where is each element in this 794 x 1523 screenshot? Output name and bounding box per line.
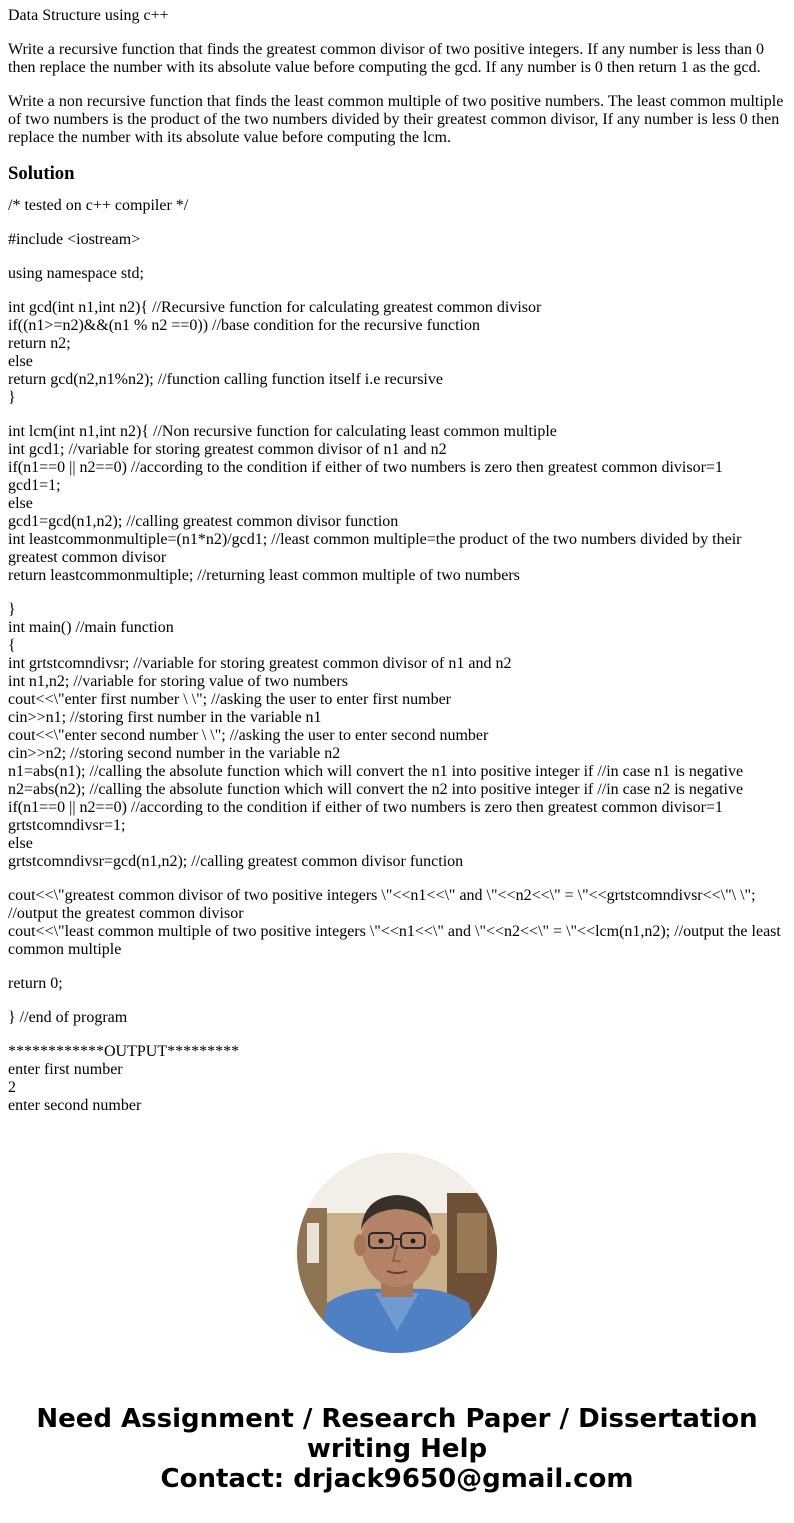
code-paragraph: [8, 299, 788, 407]
code-line: enter second number: [8, 1097, 142, 1114]
code-line: #include <iostream>: [8, 231, 141, 248]
code-line: cin>>n1; //storing first number in the variable n1: [8, 709, 322, 726]
code-line: grtstcomndivsr=1;: [8, 817, 126, 834]
page-title: Data Structure using c++: [8, 7, 169, 24]
solution-heading: Solution: [8, 163, 75, 184]
code-line: n2=abs(n2); //calling the absolute function which will convert the n2 into positive integer if //in case n2 is negative: [8, 781, 744, 798]
code-line: if((n1>=n2)&&(n1 % n2 ==0)) //base condition for the recursive function: [8, 317, 480, 334]
code-line: int gcd(int n1,int n2){ //Recursive function for calculating greatest common divisor: [8, 299, 542, 316]
code-line: cin>>n2; //storing second number in the variable n2: [8, 745, 341, 762]
code-paragraph: [8, 1043, 788, 1115]
code-line: return gcd(n2,n1%n2); //function calling function itself i.e recursive: [8, 371, 443, 388]
code-line: gcd1=gcd(n1,n2); //calling greatest common divisor function: [8, 513, 399, 530]
code-paragraph: [8, 887, 788, 959]
code-line: cout<<\"enter second number \ \"; //asking the user to enter second number: [8, 727, 489, 744]
code-line: } //end of program: [8, 1009, 128, 1026]
code-line: else: [8, 353, 33, 370]
code-line: 2: [8, 1079, 16, 1096]
code-line: int n1,n2; //variable for storing value of two numbers: [8, 673, 348, 690]
code-line: int grtstcomndivsr; //variable for storing greatest common divisor of n1 and n2: [8, 655, 512, 672]
solution-code: [8, 197, 788, 1123]
code-line: int main() //main function: [8, 619, 174, 636]
code-line: ************OUTPUT*********: [8, 1043, 240, 1060]
question-paragraph-1: Write a recursive function that finds the greatest common divisor of two positive integers. If any number is less than 0 then replace the number with its absolute value before computing the gcd. If any number is 0 then return 1 as the gcd.: [8, 41, 765, 76]
code-line: int gcd1; //variable for storing greatest common divisor of n1 and n2: [8, 441, 447, 458]
promo-line-1: Need Assignment / Research Paper / Dissertation: [36, 1404, 758, 1434]
promo-contact: Contact: drjack9650@gmail.com: [160, 1464, 634, 1494]
code-line: grtstcomndivsr=gcd(n1,n2); //calling greatest common divisor function: [8, 853, 464, 870]
code-paragraph: [8, 265, 788, 283]
code-line: int lcm(int n1,int n2){ //Non recursive function for calculating least common multiple: [8, 423, 557, 440]
code-paragraph: [8, 975, 788, 993]
promo-banner: [0, 1404, 794, 1494]
code-line: int leastcommonmultiple=(n1*n2)/gcd1; //least common multiple=the product of the two numbers divided by their greatest common divisor: [8, 531, 742, 566]
question-paragraph-2: Write a non recursive function that finds the least common multiple of two positive numbers. The least common multiple of two numbers is the product of the two numbers divided by their greatest common divisor, If any number is less 0 then replace the number with its absolute value before computing the lcm.: [8, 93, 784, 146]
code-line: }: [8, 389, 16, 406]
code-paragraph: [8, 423, 788, 585]
code-line: n1=abs(n1); //calling the absolute function which will convert the n1 into positive integer if //in case n1 is negative: [8, 763, 744, 780]
code-line: gcd1=1;: [8, 477, 61, 494]
question-section: [8, 0, 786, 185]
code-line: /* tested on c++ compiler */: [8, 197, 189, 214]
code-line: {: [8, 637, 16, 654]
code-line: return 0;: [8, 975, 63, 992]
code-paragraph: [8, 231, 788, 249]
code-line: cout<<\"greatest common divisor of two positive integers \"<<n1<<\" and \"<<n2<<\" = \"<<grtstcomndivsr<<\"\ \"; //output the greatest common divisor: [8, 887, 756, 922]
code-line: using namespace std;: [8, 265, 144, 282]
code-line: cout<<\"enter first number \ \"; //asking the user to enter first number: [8, 691, 451, 708]
code-paragraph: [8, 197, 788, 215]
code-line: cout<<\"least common multiple of two positive integers \"<<n1<<\" and \"<<n2<<\" = \"<<lcm(n1,n2); //output the least common multiple: [8, 923, 781, 958]
avatar-photo: [297, 1153, 497, 1353]
code-paragraph: [8, 1009, 788, 1027]
code-line: return leastcommonmultiple; //returning least common multiple of two numbers: [8, 567, 520, 584]
code-line: enter first number: [8, 1061, 123, 1078]
code-line: if(n1==0 || n2==0) //according to the condition if either of two numbers is zero then greatest common divisor=1: [8, 799, 723, 816]
code-line: return n2;: [8, 335, 71, 352]
author-avatar: [297, 1153, 497, 1353]
code-line: else: [8, 495, 33, 512]
promo-line-2: writing Help: [306, 1434, 488, 1464]
code-paragraph: [8, 601, 788, 871]
code-line: if(n1==0 || n2==0) //according to the condition if either of two numbers is zero then greatest common divisor=1: [8, 459, 723, 476]
code-line: }: [8, 601, 16, 618]
code-line: else: [8, 835, 33, 852]
